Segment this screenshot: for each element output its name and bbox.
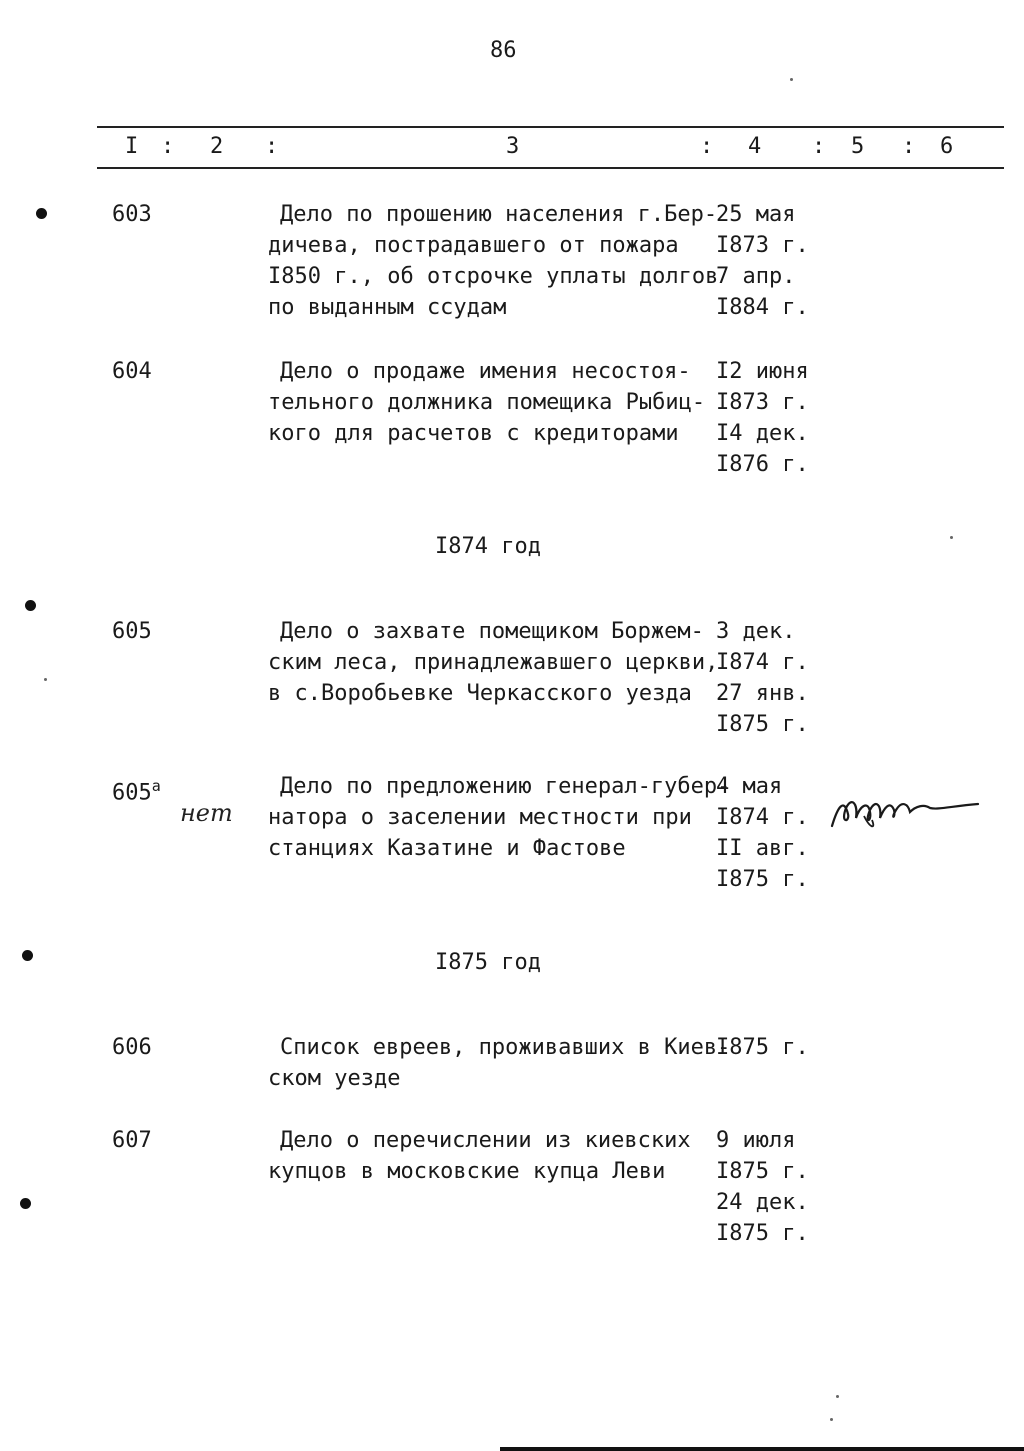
- record-description-line: по выданным ссудам: [268, 295, 507, 320]
- record-date: 9 июля: [716, 1128, 796, 1153]
- record-description-line: I850 г., об отсрочке уплаты долгов: [268, 264, 719, 289]
- header-separator: :: [265, 134, 279, 159]
- record-description-line: ском уезде: [268, 1066, 401, 1091]
- speck-mark: [44, 678, 47, 681]
- handwritten-note: нет: [180, 799, 233, 827]
- header-top-rule: [97, 126, 1004, 128]
- header-separator: :: [812, 134, 826, 159]
- record-description-line: ским леса, принадлежавшего церкви,: [268, 650, 719, 675]
- record-number: 606: [112, 1035, 152, 1060]
- header-col-5: 5: [851, 134, 865, 159]
- header-separator: :: [161, 134, 175, 159]
- record-description-line: станциях Казатине и Фастове: [268, 836, 626, 861]
- record-description-line: Дело по прошению населения г.Бер-: [280, 202, 718, 227]
- record-description-line: кого для расчетов с кредиторами: [268, 421, 679, 446]
- record-description-line: Дело о захвате помещиком Боржем-: [280, 619, 704, 644]
- punch-hole-mark: [25, 600, 36, 611]
- header-col-6: 6: [940, 134, 954, 159]
- record-number-main: 605: [112, 780, 152, 806]
- punch-hole-mark: [36, 208, 47, 219]
- record-date: I876 г.: [716, 452, 809, 477]
- punch-hole-mark: [22, 950, 33, 961]
- record-date: I874 г.: [716, 805, 809, 830]
- speck-mark: [836, 1395, 839, 1398]
- record-number: 604: [112, 359, 152, 384]
- record-description-line: Дело о перечислении из киевских: [280, 1128, 691, 1153]
- punch-hole-mark: [20, 1198, 31, 1209]
- year-heading: I875 год: [435, 950, 541, 975]
- speck-mark: [950, 536, 953, 539]
- record-description-line: тельного должника помещика Рыбиц-: [268, 390, 706, 415]
- record-date: I875 г.: [716, 1035, 809, 1060]
- record-date: I2 июня: [716, 359, 809, 384]
- record-date: I873 г.: [716, 390, 809, 415]
- record-number: [112, 771, 161, 808]
- record-date: 4 мая: [716, 774, 783, 799]
- header-separator: :: [902, 134, 916, 159]
- record-date: 25 мая: [716, 202, 796, 227]
- header-col-3: 3: [506, 134, 520, 159]
- header-col-4: 4: [748, 134, 762, 159]
- record-description-line: купцов в московские купца Леви: [268, 1159, 666, 1184]
- record-date: I874 г.: [716, 650, 809, 675]
- record-date: I884 г.: [716, 295, 809, 320]
- header-col-1: I: [125, 134, 139, 159]
- header-col-2: 2: [210, 134, 224, 159]
- record-date: 7 апр.: [716, 264, 796, 289]
- record-description-line: Дело о продаже имения несостоя-: [280, 359, 691, 384]
- record-description-line: натора о заселении местности при: [268, 805, 692, 830]
- record-date: I875 г.: [716, 867, 809, 892]
- page-number: 86: [490, 38, 517, 63]
- record-number: 605: [112, 619, 152, 644]
- record-description-line: дичева, пострадавшего от пожара: [268, 233, 679, 258]
- record-number: 607: [112, 1128, 152, 1153]
- speck-mark: [830, 1418, 833, 1421]
- record-date: I4 дек.: [716, 421, 809, 446]
- record-date: 24 дек.: [716, 1190, 809, 1215]
- year-heading: I874 год: [435, 534, 541, 559]
- record-date: I873 г.: [716, 233, 809, 258]
- record-date: 3 дек.: [716, 619, 796, 644]
- record-description-line: в с.Воробьевке Черкасского уезда: [268, 681, 692, 706]
- record-date: II авг.: [716, 836, 809, 861]
- record-description-line: Список евреев, проживавших в Киев-: [280, 1035, 731, 1060]
- record-number: 603: [112, 202, 152, 227]
- record-description-line: Дело по предложению генерал-губер-: [280, 774, 731, 799]
- scan-bottom-edge: [500, 1447, 1024, 1451]
- record-number-superscript: а: [151, 777, 161, 795]
- header-separator: :: [700, 134, 714, 159]
- header-bottom-rule: [97, 167, 1004, 169]
- record-date: I875 г.: [716, 1221, 809, 1246]
- record-date: 27 янв.: [716, 681, 809, 706]
- record-date: I875 г.: [716, 1159, 809, 1184]
- signature-scribble: [826, 784, 986, 834]
- record-date: I875 г.: [716, 712, 809, 737]
- speck-mark: [790, 78, 793, 81]
